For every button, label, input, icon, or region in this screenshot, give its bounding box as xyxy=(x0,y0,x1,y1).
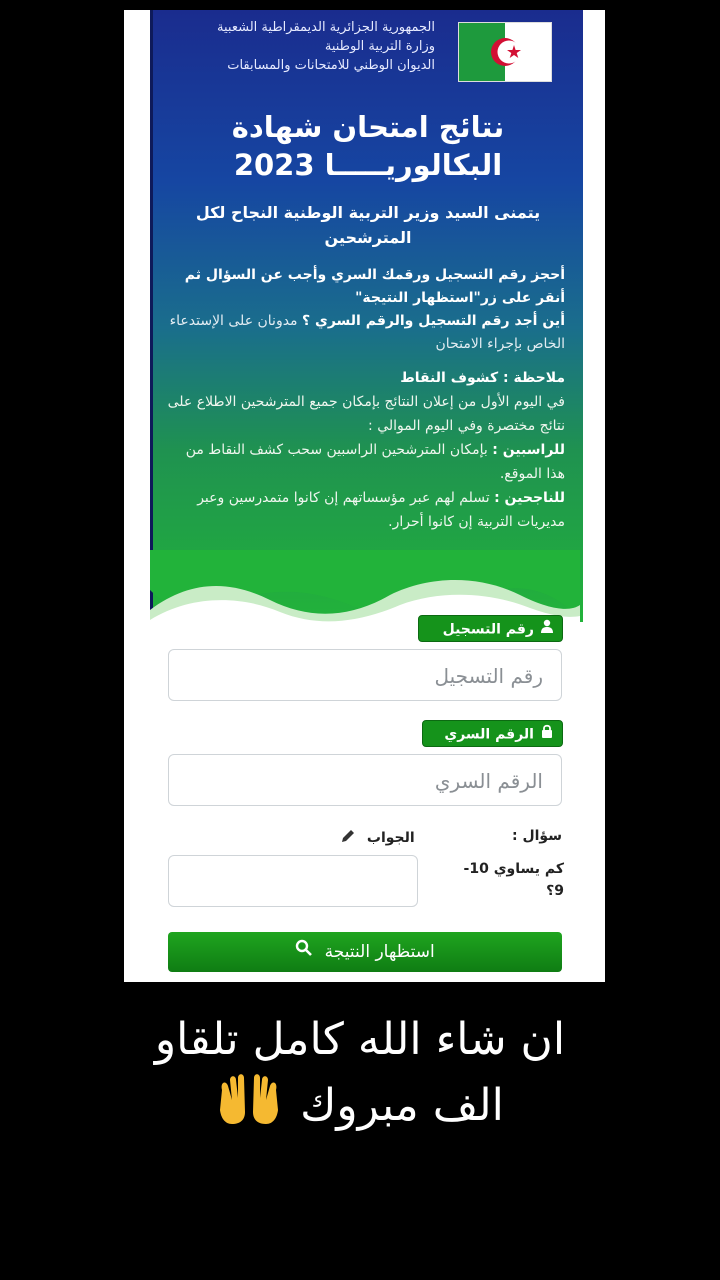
ministry-name: وزارة التربية الوطنية xyxy=(324,39,435,54)
registration-input[interactable]: رقم التسجيل xyxy=(168,649,562,701)
open-hands-icon xyxy=(216,1072,282,1144)
secret-input[interactable]: الرقم السري xyxy=(168,754,562,806)
secret-label xyxy=(422,720,563,747)
passed-text: تسلم لهم عبر مؤسساتهم إن كانوا متمدرسين وعبر مديريات التربية إن كانوا أحرار. xyxy=(197,490,565,530)
show-result-button[interactable] xyxy=(168,932,562,972)
office-name: الديوان الوطني للامتحانات والمسابقات xyxy=(227,58,435,73)
answer-label-text: الجواب xyxy=(366,830,415,846)
ministry-header xyxy=(163,18,435,75)
failed-text: بإمكان المترشحين الراسبين سحب كشف النقاط من هذا الموقع. xyxy=(185,442,565,482)
caption-line-2 xyxy=(0,1072,720,1144)
secret-label-text: الرقم السري xyxy=(444,726,534,743)
where-info xyxy=(163,310,565,356)
web-page xyxy=(124,10,605,982)
country-name: الجمهورية الجزائرية الديمقراطية الشعبية xyxy=(217,20,435,35)
caption-line-2-text: الف مبروك xyxy=(300,1080,504,1131)
answer-label xyxy=(340,828,415,848)
lock-icon xyxy=(540,721,554,748)
page-title xyxy=(153,108,583,184)
title-line-2: البكالوريـــــا 2023 xyxy=(233,148,503,182)
passed-label: للناجحين : xyxy=(494,490,565,506)
failed-info xyxy=(163,438,565,486)
pencil-icon xyxy=(340,828,356,848)
minister-wish: يتمنى السيد وزير التربية الوطنية النجاح لكل المترشحين xyxy=(195,203,541,247)
registration-label xyxy=(418,615,563,642)
failed-label: للراسبين : xyxy=(492,442,565,458)
title-line-1: نتائج امتحان شهادة xyxy=(231,110,505,144)
question-text: كم يساوي 10-9؟ xyxy=(463,861,564,899)
passed-info xyxy=(163,486,565,534)
show-result-label: استظهار النتيجة xyxy=(324,942,435,962)
note-title: ملاحظة : كشوف النقاط xyxy=(400,370,565,386)
note-section xyxy=(163,366,565,534)
where-answer: مدونان على الإستدعاء الخاص بإجراء الامتحان xyxy=(169,313,565,352)
search-icon xyxy=(295,932,313,972)
instructions xyxy=(163,264,565,356)
video-caption xyxy=(0,1008,720,1144)
where-question: أين أجد رقم التسجيل والرقم السري ؟ xyxy=(302,313,565,329)
registration-label-text: رقم التسجيل xyxy=(442,621,534,638)
algeria-flag-icon xyxy=(458,22,552,82)
answer-input[interactable] xyxy=(168,855,418,907)
user-icon xyxy=(540,616,554,643)
note-text: في اليوم الأول من إعلان النتائج بإمكان جميع المترشحين الاطلاع على نتائج مختصرة وفي اليوم الموالي : xyxy=(167,394,565,434)
caption-line-1: ان شاء الله كامل تلقاو xyxy=(154,1014,566,1065)
hero-banner xyxy=(150,10,583,622)
question-label: سؤال : xyxy=(512,828,562,844)
instruction-text: أحجز رقم التسجيل ورقمك السري وأجب عن السؤال ثم أنقر على زر"استظهار النتيجة" xyxy=(184,267,565,306)
